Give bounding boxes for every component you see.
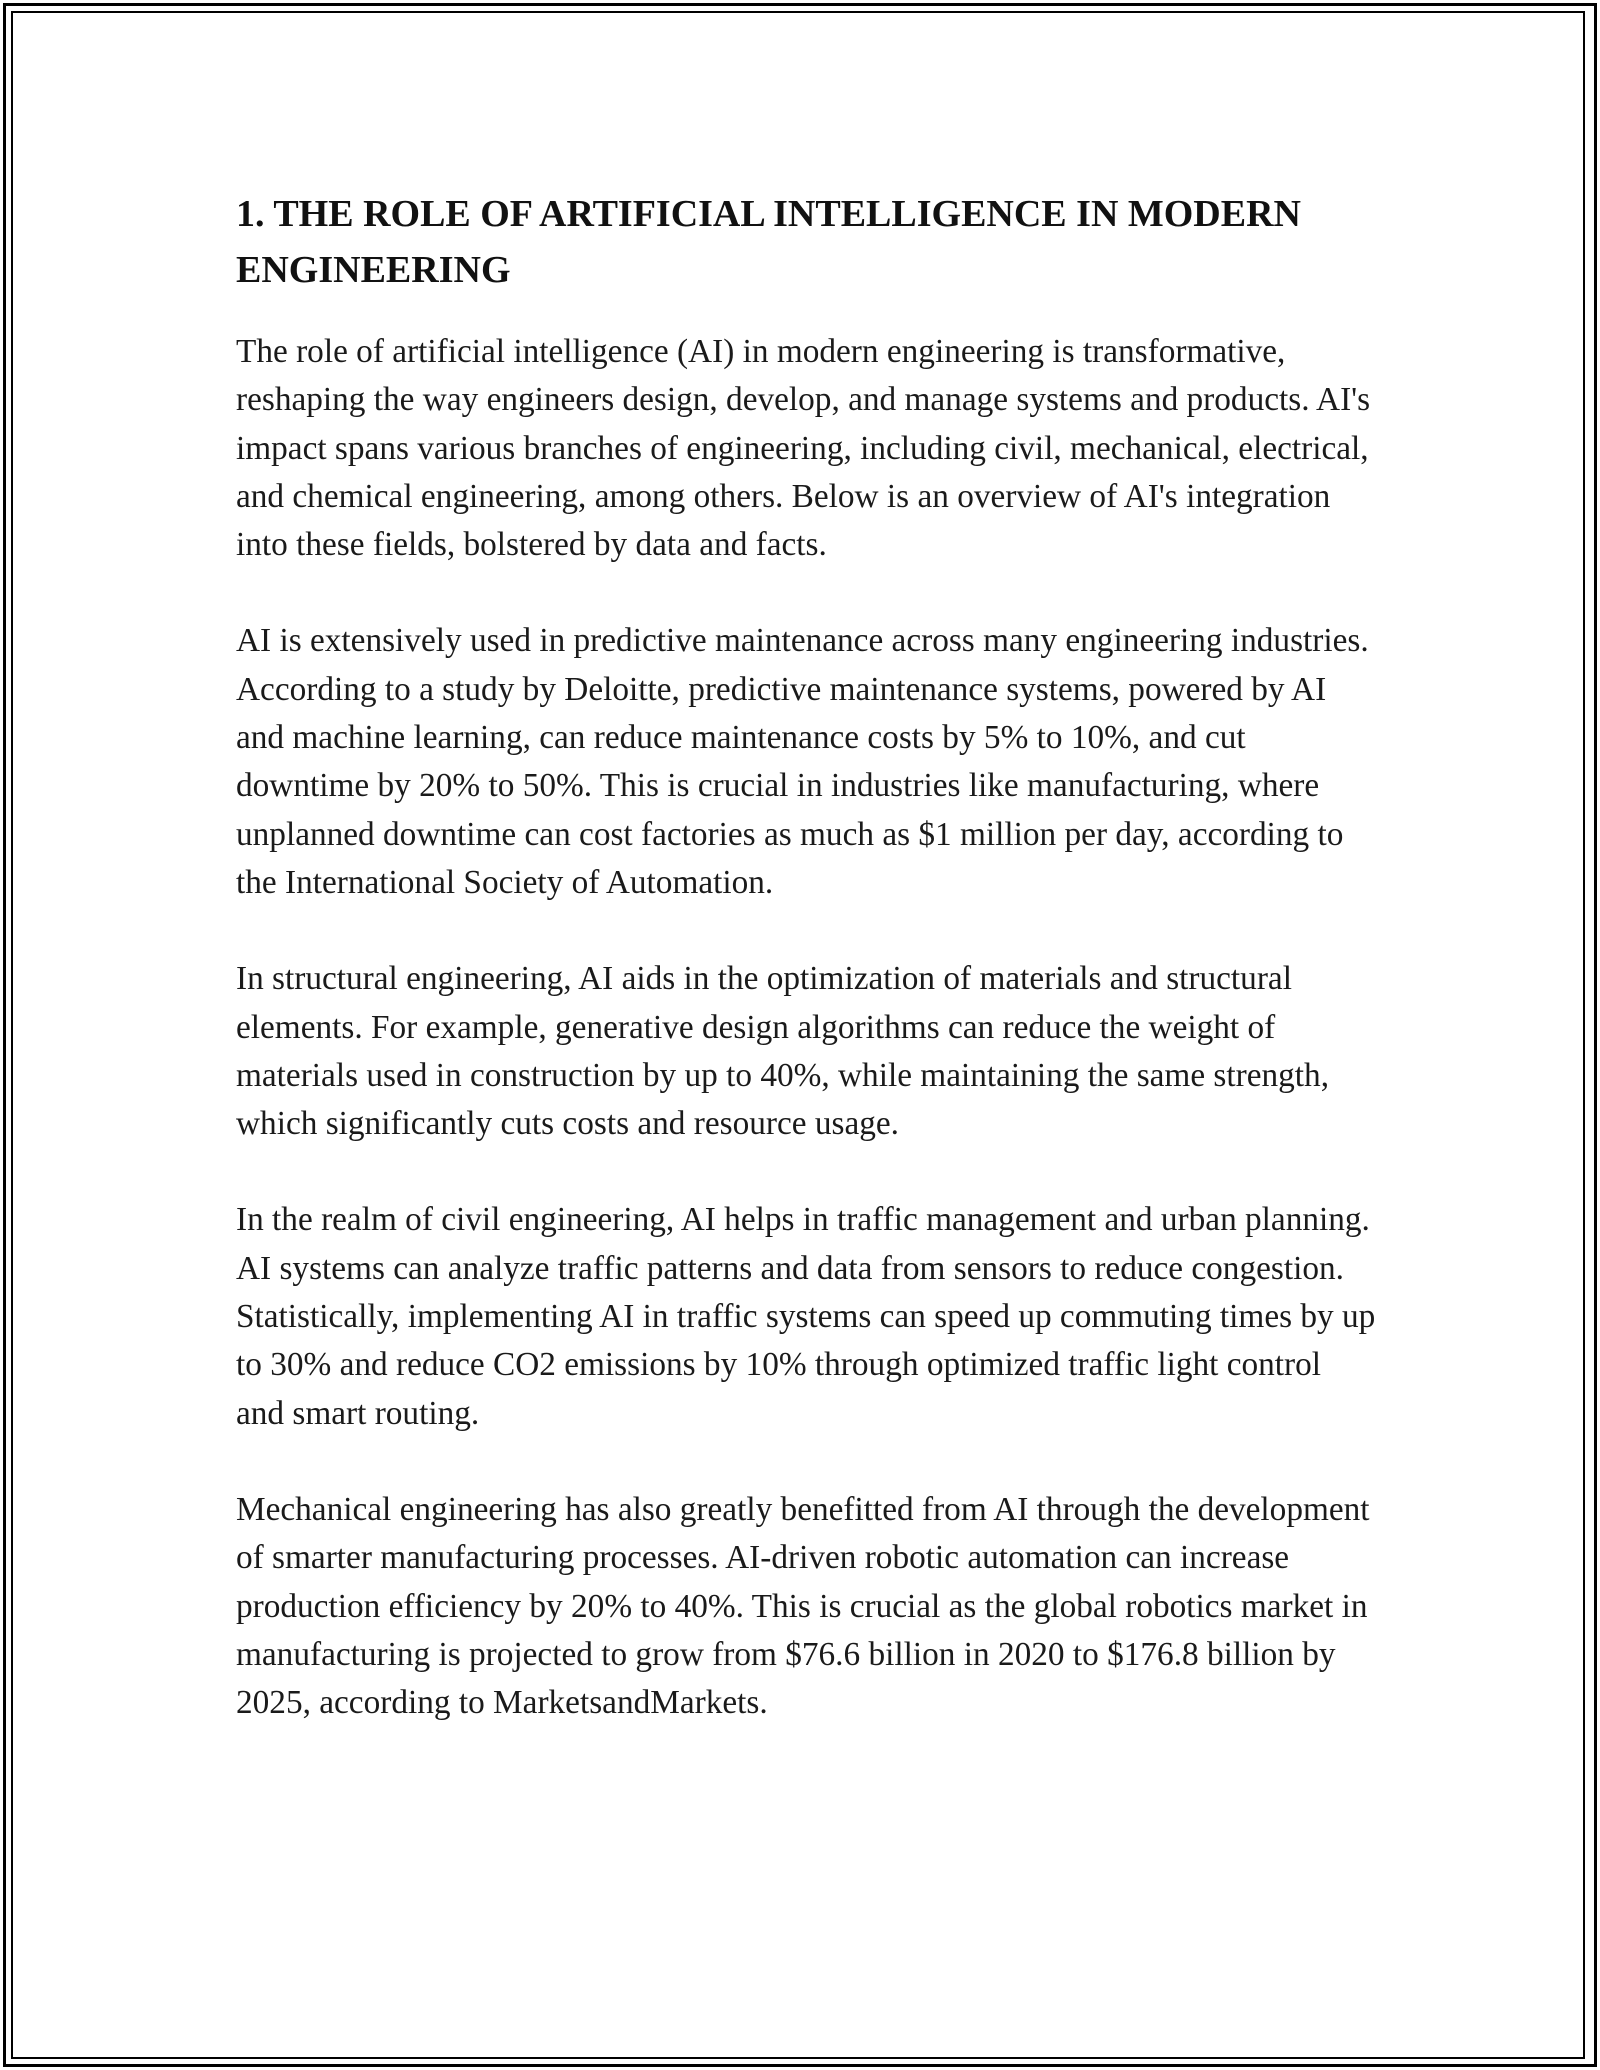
paragraph-mechanical-engineering: Mechanical engineering has also greatly benefitted from AI through the development of smarter manufacturing processes. AI-driven robotic automation can increase production efficiency by 20% to 40%. This is crucial as the global robotics market in manufacturing is projected to grow from $76.6 billion in 2020 to $176.8 billion by 2025, according to MarketsandMarkets.: [236, 1490, 1370, 1722]
paragraph-civil-engineering: In the realm of civil engineering, AI helps in traffic management and urban planning. AI systems can analyze traffic patterns and data from sensors to reduce congestion. Statistically, implementing AI in traffic systems can speed up commuting times by up to 30% and reduce CO2 emissions by 10% through optimized traffic light control and smart routing.: [236, 1201, 1376, 1432]
paragraph-intro: The role of artificial intelligence (AI) in modern engineering is transformative, reshaping the way engineers design, develop, and manage systems and products. AI's impact spans various branches of engineering, including civil, mechanical, electrical, and chemical engineering, among others. Below is an overview of AI's integration into these fields, bolstered by data and facts.: [236, 333, 1371, 564]
paragraph-predictive-maintenance: AI is extensively used in predictive maintenance across many engineering industries. According to a study by Deloitte, predictive maintenance systems, powered by AI and machine learning, can reduce maintenance costs by 5% to 10%, and cut downtime by 20% to 50%. This is crucial in industries like manufacturing, where unplanned downtime can cost factories as much as $1 million per day, according to the International Society of Automation.: [236, 622, 1369, 901]
section-heading: 1. THE ROLE OF ARTIFICIAL INTELLIGENCE IN MODERN ENGINEERING: [236, 193, 1301, 291]
document-body: [236, 186, 1376, 1775]
paragraph-structural-engineering: In structural engineering, AI aids in the optimization of materials and structural elements. For example, generative design algorithms can reduce the weight of materials used in construction by up to 40%, while maintaining the same strength, which significantly cuts costs and resource usage.: [236, 960, 1330, 1143]
